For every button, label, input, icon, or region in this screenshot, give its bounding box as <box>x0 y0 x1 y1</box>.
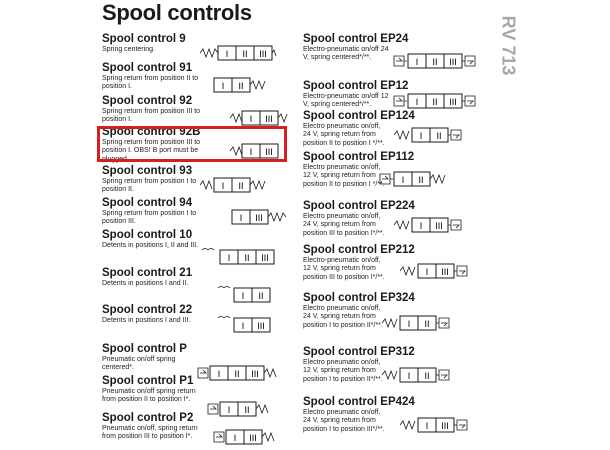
spool-entry-93 <box>102 165 202 195</box>
position-label: II <box>418 175 424 185</box>
spool-title: Spool control 22 <box>102 304 193 316</box>
position-label: I <box>217 369 221 379</box>
position-label: I <box>401 175 405 185</box>
valve-symbol-p1 <box>206 398 282 420</box>
position-label: I <box>415 97 419 107</box>
valve-symbol-ep424 <box>398 414 498 436</box>
position-label: I <box>227 405 231 415</box>
side-tab-label: RV 713 <box>498 15 519 75</box>
valve-symbol-21 <box>214 284 276 306</box>
position-label: II <box>244 405 250 415</box>
spool-entry-10 <box>102 229 202 250</box>
spool-title: Spool control EP112 <box>303 151 415 163</box>
spool-entry-22 <box>102 304 202 325</box>
spool-description: Spring centering. <box>102 46 155 53</box>
valve-symbol-p2 <box>212 426 290 448</box>
valve-symbol-91 <box>210 74 270 96</box>
position-label: III <box>251 369 259 379</box>
position-label: III <box>261 253 269 263</box>
position-label: II <box>432 57 438 67</box>
valve-symbol-93 <box>198 174 276 196</box>
position-label: III <box>449 57 457 67</box>
spool-title: Spool control EP24 <box>303 33 409 45</box>
position-label: III <box>435 221 443 231</box>
position-label: I <box>221 81 225 91</box>
valve-symbol-94 <box>228 206 290 228</box>
position-label: III <box>265 147 273 157</box>
position-label: III <box>441 421 449 431</box>
spool-entry-91 <box>102 62 202 92</box>
spool-entry-9 <box>102 33 202 54</box>
position-label: II <box>432 97 438 107</box>
valve-symbol-22 <box>214 314 276 336</box>
valve-symbol-p <box>196 362 286 384</box>
valve-symbol-ep124 <box>392 124 492 146</box>
spool-title: Spool control EP224 <box>303 200 415 212</box>
spool-description: Pneumatic on/off spring centered*. <box>102 356 176 372</box>
valve-symbol-ep212 <box>398 260 498 282</box>
position-label: I <box>233 433 237 443</box>
position-label: I <box>239 213 243 223</box>
side-tab <box>497 10 519 80</box>
spool-description: Spring return from position II to position I. <box>102 75 199 91</box>
spool-entry-92 <box>102 95 202 125</box>
position-label: I <box>249 114 253 124</box>
position-label: II <box>242 49 248 59</box>
valve-symbol-92b <box>230 141 286 161</box>
spool-description: Detents in positions I and III. <box>102 317 191 324</box>
spool-title: Spool control 92B <box>102 126 201 138</box>
position-label: II <box>238 81 244 91</box>
spool-description: Electro-pneumatic on/off 24 V, spring centered*/**. <box>303 46 389 62</box>
position-label: II <box>244 253 250 263</box>
spool-entry-p2 <box>102 412 202 442</box>
position-label: I <box>221 181 225 191</box>
spool-description: Spring return from position III to position I. OBS! B port must be plugged. <box>102 139 201 163</box>
spool-description: Electro-pneumatic on/off 12 V, spring centered*/**. <box>303 93 389 109</box>
valve-symbol-92 <box>230 107 290 129</box>
position-label: III <box>249 433 257 443</box>
valve-symbol-ep12 <box>392 90 492 112</box>
spool-title: Spool control EP124 <box>303 110 415 122</box>
position-label: III <box>255 213 263 223</box>
spool-title: Spool control 10 <box>102 229 193 241</box>
page-title: Spool controls <box>102 0 252 25</box>
position-label: II <box>234 369 240 379</box>
spool-description: Electro-pneumatic on/off, 12 V, spring return from position III to position I*/**. <box>303 257 385 281</box>
spool-entry-94 <box>102 197 202 227</box>
valve-symbol-ep24 <box>392 50 492 72</box>
spool-entry-p1 <box>102 375 202 405</box>
spool-title: Spool control EP424 <box>303 396 415 408</box>
valve-symbol-ep112 <box>378 168 478 190</box>
spool-title: Spool control P1 <box>102 375 194 387</box>
position-label: I <box>241 321 245 331</box>
spool-title: Spool control P2 <box>102 412 194 424</box>
spool-title: Spool control P <box>102 343 187 355</box>
spool-title: Spool control 9 <box>102 33 186 45</box>
spool-description: Pneumatic on/off, spring return from position III to position I*. <box>102 425 198 441</box>
spool-title: Spool control EP324 <box>303 292 415 304</box>
spool-description: Pneumatic on/off spring return from position II to position I*. <box>102 388 196 404</box>
position-label: I <box>407 319 411 329</box>
spool-description: Detents in positions I and II. <box>102 280 189 287</box>
spool-title: Spool control 93 <box>102 165 193 177</box>
spool-title: Spool control 92 <box>102 95 193 107</box>
position-label: III <box>441 267 449 277</box>
position-label: II <box>436 131 442 141</box>
position-label: I <box>241 291 245 301</box>
spool-title: Spool control EP12 <box>303 80 409 92</box>
spool-description: Spring return from position I to position III. <box>102 210 197 226</box>
valve-symbol-ep224 <box>392 214 492 236</box>
spool-description: Electro pneumatic on/off, 24 V, spring return from position II to position I */**. <box>303 123 385 147</box>
position-label: III <box>257 321 265 331</box>
spool-title: Spool control EP212 <box>303 244 415 256</box>
spool-title: Spool control 91 <box>102 62 193 74</box>
valve-symbol-9 <box>198 42 276 64</box>
position-label: III <box>449 97 457 107</box>
spool-description: Electro pneumatic on/off, 12 V, spring return from position I to position II*/**. <box>303 359 383 383</box>
position-label: I <box>249 147 253 157</box>
spool-description: Electro pneumatic on/off, 24 V, spring return from position III to position I*/**. <box>303 213 385 237</box>
position-label: I <box>227 253 231 263</box>
spool-title: Spool control EP312 <box>303 346 415 358</box>
spool-description: Electro pneumatic on/off, 24 V, spring return from position I to position II*/**. <box>303 305 383 329</box>
spool-description: Spring return from position I to position II. <box>102 178 197 194</box>
valve-symbol-ep324 <box>380 312 480 334</box>
position-label: I <box>419 131 423 141</box>
position-label: I <box>407 371 411 381</box>
position-label: II <box>424 319 430 329</box>
position-label: III <box>265 114 273 124</box>
position-label: III <box>259 49 267 59</box>
spool-description: Spring return from position III to position I. <box>102 108 201 124</box>
spool-entry-21 <box>102 267 202 288</box>
position-label: I <box>419 221 423 231</box>
position-label: I <box>225 49 229 59</box>
spool-title: Spool control 21 <box>102 267 193 279</box>
position-label: I <box>415 57 419 67</box>
spool-title: Spool control 94 <box>102 197 193 209</box>
position-label: II <box>424 371 430 381</box>
spool-description: Electro pneumatic on/off, 12 V, spring return from position II to position I */**. <box>303 164 385 188</box>
valve-symbol-10 <box>198 246 280 268</box>
spool-entry-p <box>102 343 202 373</box>
position-label: II <box>258 291 264 301</box>
position-label: I <box>425 421 429 431</box>
position-label: II <box>238 181 244 191</box>
valve-symbol-ep312 <box>380 364 480 386</box>
spool-description: Detents in positions I, II and III. <box>102 242 199 249</box>
position-label: I <box>425 267 429 277</box>
spool-description: Electro pneumatic on/off, 24 V, spring return from position I to position III*/**. <box>303 409 385 433</box>
